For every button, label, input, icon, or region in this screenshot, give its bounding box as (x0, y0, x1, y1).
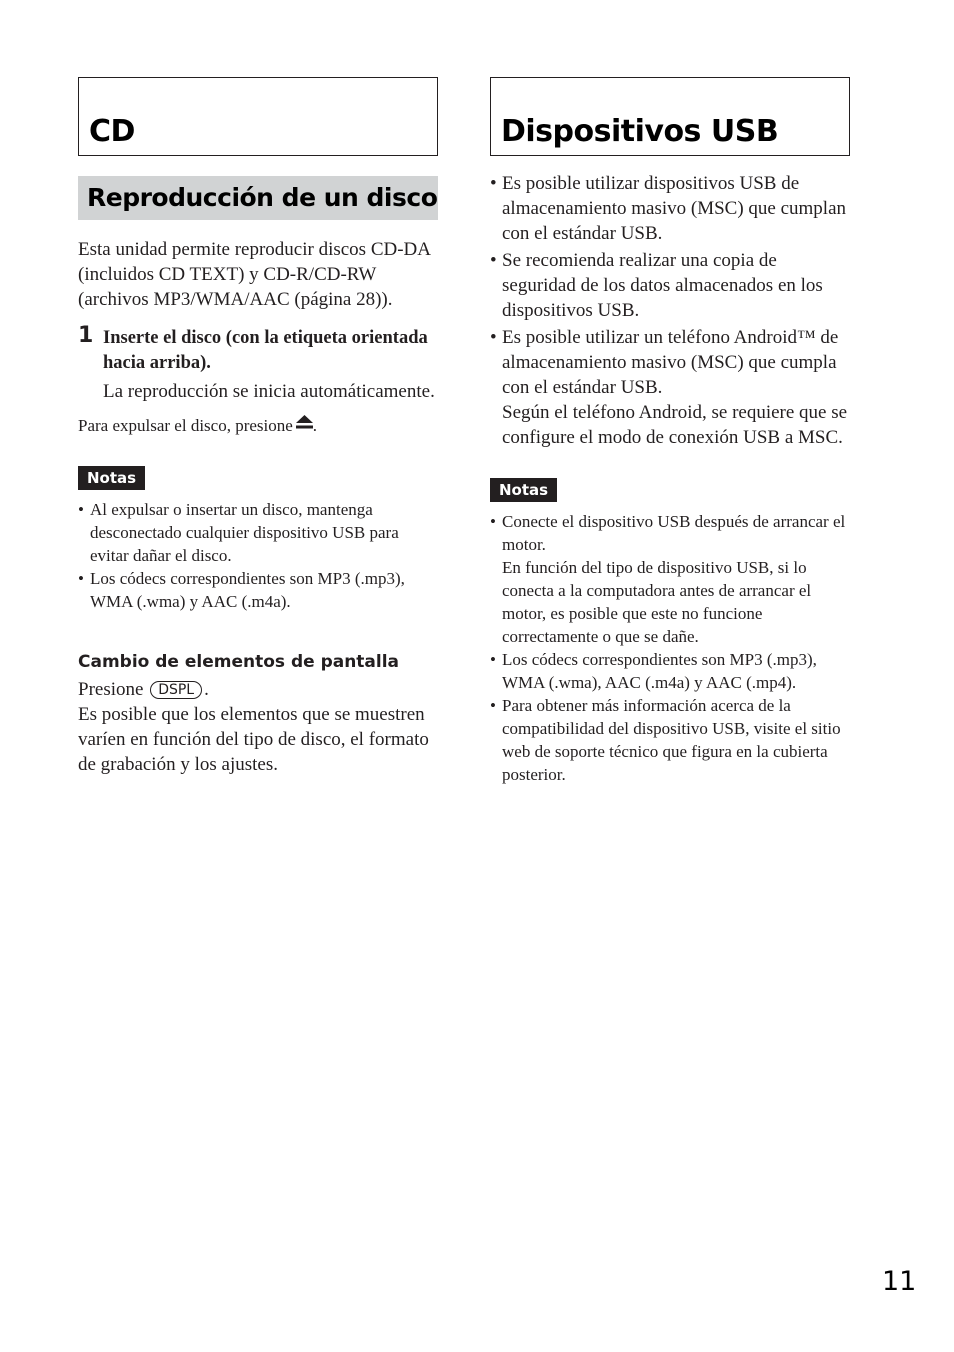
notes-list (78, 498, 438, 613)
press-suffix: . (204, 679, 209, 700)
notes-label: Notas (490, 478, 557, 502)
left-column (78, 77, 438, 777)
list-item: • Para obtener más información acerca de la compatibilidad del dispositivo USB, visite el sitio web de soporte técnico que figura en la cubierta posterior. (490, 696, 841, 784)
page-number: 11 (882, 1266, 917, 1297)
usb-bullet-list (490, 171, 850, 450)
notes-list (490, 510, 850, 786)
chapter-heading-usb (490, 77, 850, 156)
right-column (490, 77, 850, 786)
dspl-button-label: DSPL (150, 681, 202, 699)
list-item: • Es posible utilizar un teléfono Android™ de almacenamiento masivo (MSC) que cumpla con el estándar USB. Según el teléfono Android, se requiere que se configure el modo de conexión USB a MSC. (490, 327, 848, 448)
step-result: La reproducción se inicia automáticamente. (103, 381, 435, 402)
display-subheading: Cambio de elementos de pantalla (78, 652, 400, 672)
press-dspl-line (78, 677, 438, 702)
chapter-heading-cd (78, 77, 438, 156)
eject-icon (296, 413, 313, 436)
list-item-extra: En función del tipo de dispositivo USB, si lo conecta a la computadora antes de arrancar el motor, es posible que este no funcione correctamente o que se dañe. (502, 558, 812, 646)
eject-suffix: . (312, 416, 318, 435)
list-item: • Es posible utilizar dispositivos USB de almacenamiento masivo (MSC) que cumplan con el estándar USB. (490, 173, 847, 244)
eject-text: Para expulsar el disco, presione (78, 416, 293, 435)
step-1 (78, 323, 438, 404)
list-item: • Conecte el dispositivo USB después de arrancar el motor. En función del tipo de dispositivo USB, si lo conecta a la computadora antes de arrancar el motor, es posible que este no funcione correctamente o que se dañe. (490, 512, 846, 646)
list-item: • Los códecs correspondientes son MP3 (.mp3), WMA (.wma), AAC (.m4a) y AAC (.mp4). (490, 650, 817, 692)
intro-paragraph: Esta unidad permite reproducir discos CD-DA (incluidos CD TEXT) y CD-R/CD-RW (archivos MP3/WMA/AAC (página 28)). (78, 239, 430, 310)
display-body: Es posible que los elementos que se muestren varíen en función del tipo de disco, el formato de grabación y los ajustes. (78, 704, 429, 775)
list-item: • Los códecs correspondientes son MP3 (.mp3), WMA (.wma) y AAC (.m4a). (78, 569, 405, 611)
chapter-title: Dispositivos USB (501, 114, 779, 149)
list-item: • Al expulsar o insertar un disco, mantenga desconectado cualquier dispositivo USB para evitar dañar el disco. (78, 500, 399, 565)
section-heading: Reproducción de un disco (78, 176, 438, 220)
notes-label: Notas (78, 466, 145, 490)
chapter-title: CD (89, 114, 135, 149)
eject-instruction (78, 413, 438, 437)
step-number: 1 (78, 323, 94, 348)
list-item-extra: Según el teléfono Android, se requiere que se configure el modo de conexión USB a MSC. (502, 402, 848, 448)
step-title: Inserte el disco (con la etiqueta orientada hacia arriba). (103, 328, 428, 373)
list-item: • Se recomienda realizar una copia de seguridad de los datos almacenados en los dispositivos USB. (490, 250, 823, 321)
press-text: Presione (78, 679, 144, 700)
